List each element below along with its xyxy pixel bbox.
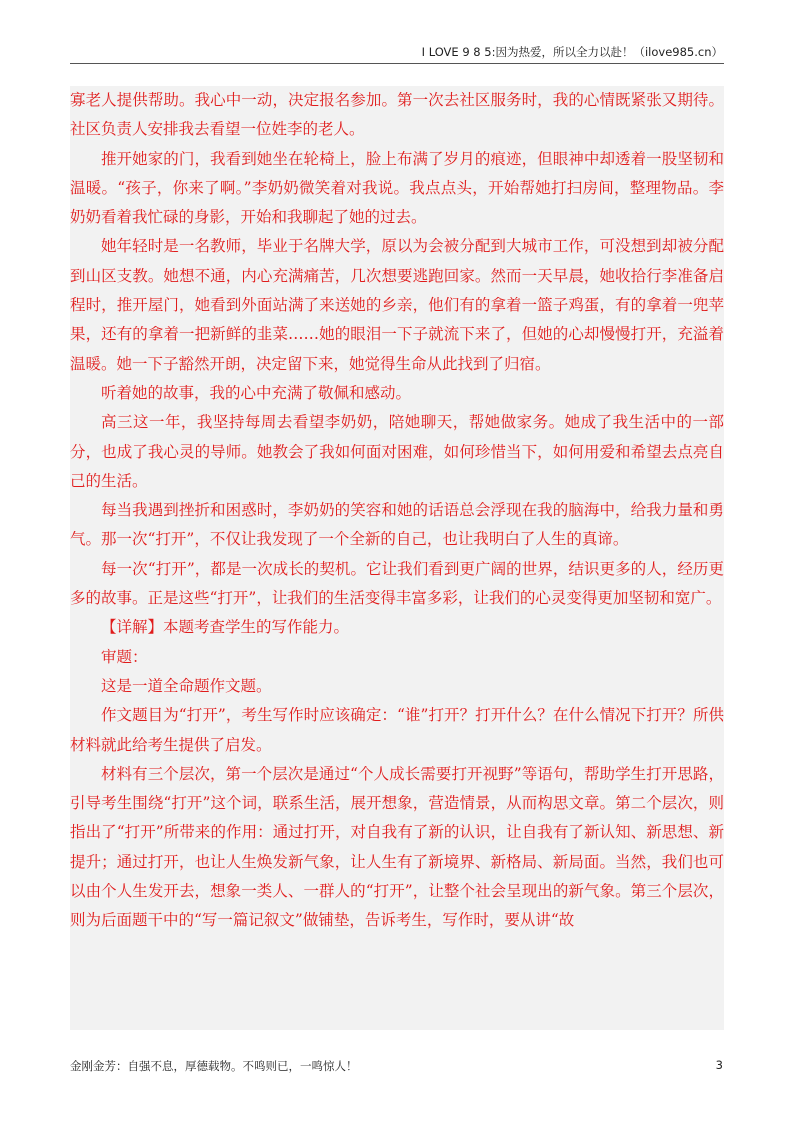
paragraph-8: 【详解】本题考查学生的写作能力。 [101,618,350,637]
paragraph-9: 审题： [101,647,148,666]
paragraph-11: 作文题目为“打开”，考生写作时应该确定：“谁”打开？打开什么？在什么情况下打开？所供材料就此给考生提供了启发。 [70,706,724,754]
paragraph-7: 每一次“打开”，都是一次成长的契机。它让我们看到更广阔的世界，结识更多的人，经历更多的故事。正是这些“打开”，让我们的生活变得丰富多彩，让我们的心灵变得更加坚韧和宽广。 [70,559,724,608]
paragraph-2: 推开她家的门，我看到她坐在轮椅上，脸上布满了岁月的痕迹，但眼神中却透着一股坚韧和温暖。“孩子，你来了啊。”李奶奶微笑着对我说。我点点头，开始帮她打扫房间，整理物品。李奶奶看着我忙碌的身影，开始和我聊起了她的过去。 [70,149,724,227]
document-body [70,86,724,1030]
page-header: I LOVE 9 8 5:因为热爱，所以全力以赴！（ilove985.cn） [421,45,723,59]
paragraph-10: 这是一道全命题作文题。 [101,676,272,695]
paragraph-3: 她年轻时是一名教师，毕业于名牌大学，原以为会被分配到大城市工作，可没想到却被分配到山区支教。她想不通，内心充满痛苦，几次想要逃跑回家。然而一天早晨，她收拾行李准备启程时，推开屋门，她看到外面站满了来送她的乡亲，他们有的拿着一篮子鸡蛋，有的拿着一兜苹果，还有的拿着一把新鲜的韭菜……她的眼泪一下子就流下来了，但她的心却慢慢打开，充溢着温暖。她一下子豁然开朗，决定留下来，她觉得生命从此找到了归宿。 [70,237,724,373]
page-number: 3 [715,1058,723,1072]
paragraph-5: 高三这一年，我坚持每周去看望李奶奶，陪她聊天，帮她做家务。她成了我生活中的一部分，也成了我心灵的导师。她教会了我如何面对困难，如何珍惜当下，如何用爱和希望去点亮自己的生活。 [70,413,724,490]
paragraph-4: 听着她的故事，我的心中充满了敬佩和感动。 [101,383,412,402]
paragraph-1: 寡老人提供帮助。我心中一动，决定报名参加。第一次去社区服务时，我的心情既紧张又期待。社区负责人安排我去看望一位姓李的老人。 [70,91,724,139]
header-divider [70,63,724,64]
paragraph-12: 材料有三个层次，第一个层次是通过“个人成长需要打开视野”等语句，帮助学生打开思路，引导考生围绕“打开”这个词，联系生活，展开想象，营造情景，从而构思文章。第二个层次，则指出了“打开”所带来的作用：通过打开，对自我有了新的认识，让自我有了新认知、新思想、新提升；通过打开，也让人生焕发新气象，让人生有了新境界、新格局、新局面。当然，我们也可以由个人生发开去，想象一类人、一群人的“打开”，让整个社会呈现出的新气象。第三个层次，则为后面题干中的“写一篇记叙文”做铺垫，告诉考生，写作时，要从讲“故 [70,764,724,930]
footer-motto: 金刚金芳：自强不息，厚德载物。不鸣则已，一鸣惊人！ [70,1059,358,1073]
paragraph-6: 每当我遇到挫折和困惑时，李奶奶的笑容和她的话语总会浮现在我的脑海中，给我力量和勇气。那一次“打开”，不仅让我发现了一个全新的自己，也让我明白了人生的真谛。 [70,501,724,549]
